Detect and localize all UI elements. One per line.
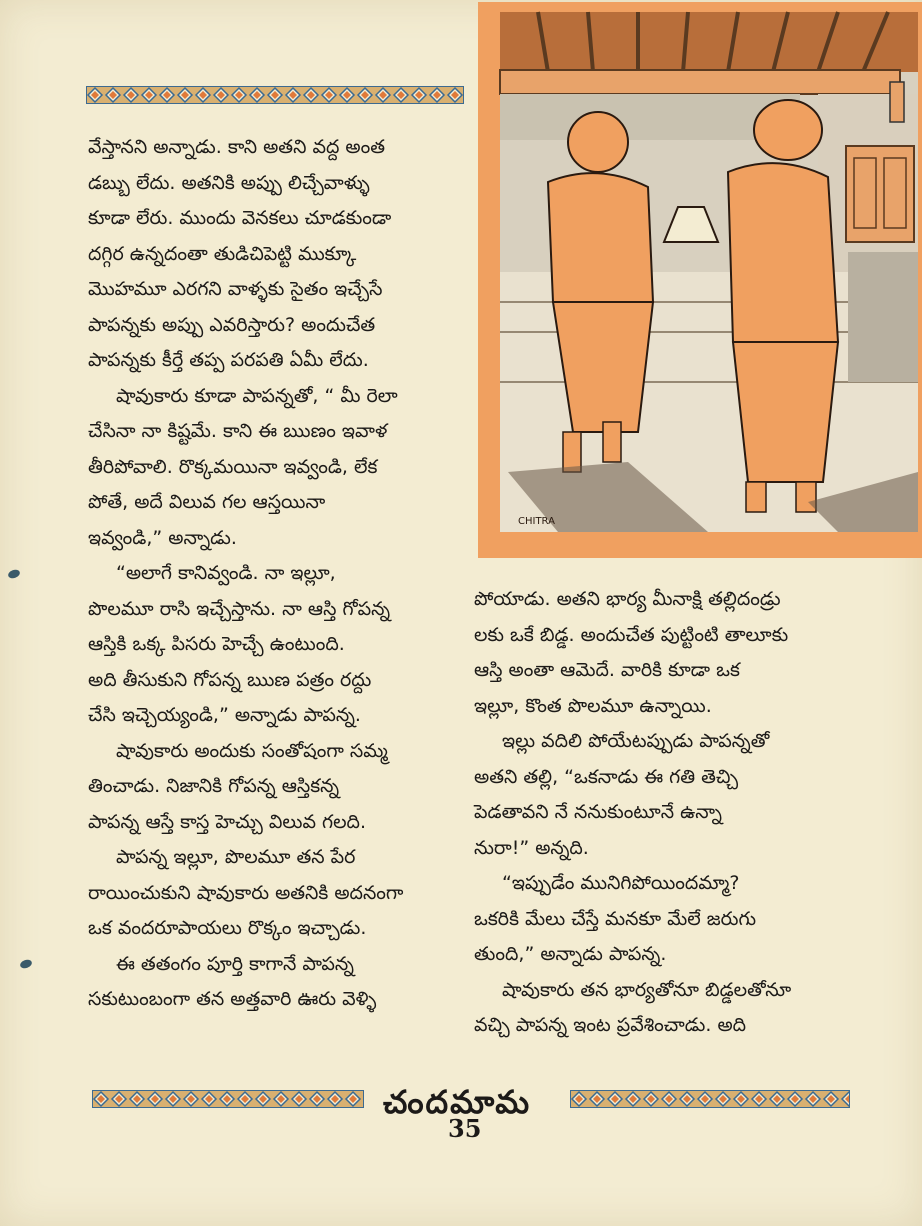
paragraph-line: “ఇప్పుడేం మునిగిపోయిందమ్మా? — [502, 872, 740, 894]
magazine-title: చందమామ — [383, 1083, 532, 1121]
paragraph-line: పాపన్నకు అప్పు ఎవరిస్తారు? అందుచేత — [88, 313, 376, 336]
paragraph-line: ఇవ్వండి,” అన్నాడు. — [88, 526, 237, 549]
paragraph-line: డబ్బు లేదు. అతనికి అప్పు లిచ్చేవాళ్ళు — [88, 171, 370, 194]
paragraph-line: షావుకారు తన భార్యతోనూ బిడ్డలతోనూ — [502, 978, 792, 1001]
footer-ornament-right — [570, 1090, 850, 1108]
paragraph-line: తుంది,” అన్నాడు పాపన్న. — [474, 943, 667, 965]
page-number: 35 — [448, 1114, 482, 1143]
binding-mark — [7, 568, 21, 580]
paragraph-line: పోయాడు. అతని భార్య మీనాక్షి తల్లిదండ్రు — [474, 588, 781, 610]
footer-ornament-left — [92, 1090, 364, 1108]
paragraph-line: పాపన్నకు కీర్తే తప్ప పరపతి ఏమీ లేదు. — [88, 349, 369, 371]
paragraph-line: పాపన్న ఆస్తే కాస్త హెచ్చు విలువ గలది. — [88, 810, 366, 833]
paragraph-line: అది తీసుకుని గోపన్న ఋణ పత్రం రద్దు — [88, 668, 372, 691]
paragraph-line: పోతే, అదే విలువ గల ఆస్తయినా — [88, 491, 326, 513]
illustrator-signature: CHITRA — [518, 516, 555, 527]
paragraph-line: ఒకరికి మేలు చేస్తే మనకూ మేలే జరుగు — [474, 907, 757, 930]
left-text-column — [88, 130, 466, 1018]
paragraph-line: దగ్గిర ఉన్నదంతా తుడిచిపెట్టి ముక్కూ — [88, 242, 357, 265]
paragraph-line: లకు ఒకే బిడ్డ. అందుచేత పుట్టింటి తాలూకు — [474, 623, 789, 646]
paragraph-line: కూడా లేరు. ముందు వెనకలు చూడకుండా — [88, 207, 392, 229]
paragraph-line: పొలమూ రాసి ఇచ్చేస్తాను. నా ఆస్తి గోపన్న — [88, 597, 391, 620]
paragraph-line: నురా!” అన్నది. — [474, 836, 589, 859]
paragraph-line: తీరిపోవాలి. రొక్కమయినా ఇవ్వండి, లేక — [88, 455, 378, 478]
paragraph-line: షావుకారు కూడా పాపన్నతో, “ మీ రెలా — [116, 384, 398, 407]
paragraph-line: “అలాగే కానివ్వండి. నా ఇల్లూ, — [116, 562, 336, 584]
paragraph-line: ఒక వందరూపాయలు రొక్కం ఇచ్చాడు. — [88, 917, 367, 939]
paragraph-line: వచ్చి పాపన్న ఇంట ప్రవేశించాడు. అది — [474, 1014, 747, 1036]
story-illustration — [478, 2, 922, 558]
paragraph-line: చేసినా నా కిష్టమే. కాని ఈ ఋణం ఇవాళ — [88, 420, 388, 442]
paragraph-line: ఇల్లూ, కొంత పొలమూ ఉన్నాయి. — [474, 694, 712, 717]
paragraph-line: షావుకారు అందుకు సంతోషంగా సమ్మ — [116, 739, 388, 762]
paragraph-line: చేసి ఇచ్చెయ్యండి,” అన్నాడు పాపన్న. — [88, 704, 361, 726]
paragraph-line: ఈ తతంగం పూర్తి కాగానే పాపన్న — [116, 952, 354, 975]
binding-mark — [19, 958, 33, 970]
paragraph-line: పెడతావని నే ననుకుంటూనే ఉన్నా — [474, 801, 722, 823]
paragraph-line: ఆస్తి అంతా ఆమెదే. వారికి కూడా ఒక — [474, 659, 740, 681]
paragraph-line: అతని తల్లి, “ఒకనాడు ఈ గతి తెచ్చి — [474, 765, 739, 788]
right-text-column — [474, 582, 858, 1044]
paragraph-line: ఆస్తికి ఒక్క పిసరు హెచ్చే ఉంటుంది. — [88, 633, 345, 655]
paragraph-line: సకుటుంబంగా తన అత్తవారి ఊరు వెళ్ళి — [88, 988, 377, 1010]
paragraph-line: రాయించుకుని షావుకారు అతనికి అదనంగా — [88, 881, 404, 904]
paragraph-line: తించాడు. నిజానికి గోపన్న ఆస్తికన్న — [88, 775, 340, 797]
paragraph-line: ఇల్లు వదిలి పోయేటప్పుడు పాపన్నతో — [502, 730, 770, 752]
paragraph-line: వేస్తానని అన్నాడు. కాని అతని వద్ద అంత — [88, 136, 386, 158]
paragraph-line: పాపన్న ఇల్లూ, పొలమూ తన పేర — [116, 846, 356, 868]
paragraph-line: మొహమూ ఎరగని వాళ్ళకు సైతం ఇచ్చేసే — [88, 278, 383, 300]
top-ornament-border — [86, 86, 464, 104]
